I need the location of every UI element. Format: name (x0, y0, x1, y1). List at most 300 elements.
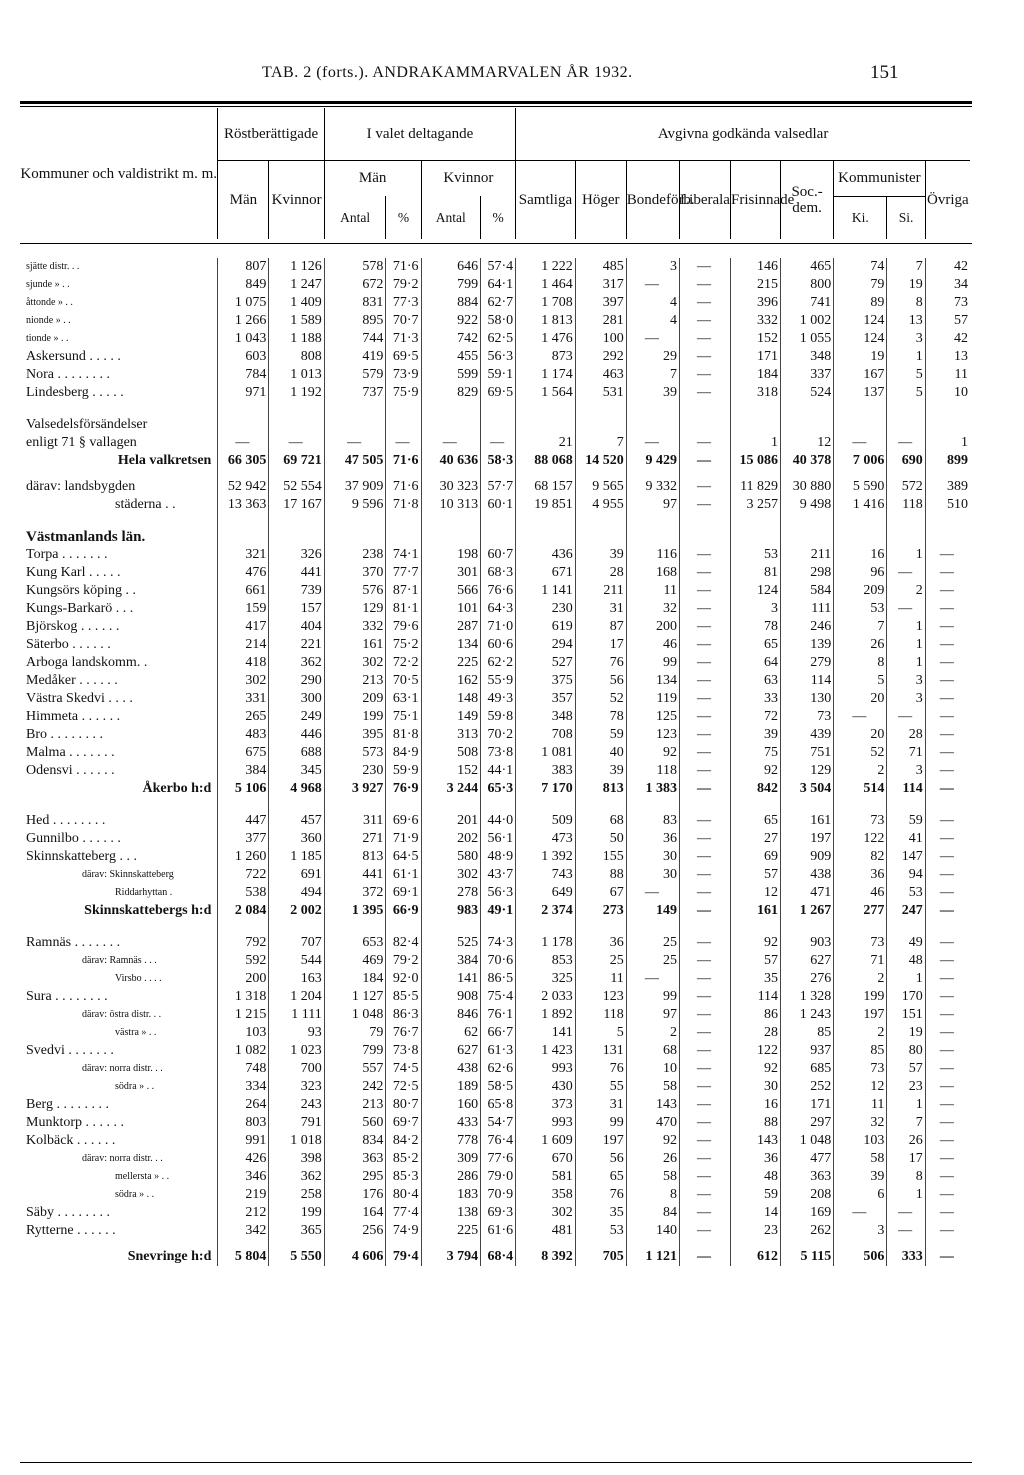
spacer-cell (20, 920, 218, 934)
value-cell: 4 968 (269, 780, 324, 798)
value-cell: 58·5 (481, 1078, 516, 1096)
value-cell: — (679, 1222, 730, 1240)
value-cell: 71·3 (386, 330, 421, 348)
value-cell: 72·5 (386, 1078, 421, 1096)
table-row (20, 1006, 970, 1024)
spacer-cell (481, 798, 516, 812)
table-row (20, 478, 970, 496)
value-cell: 89 (834, 294, 887, 312)
row-label: Berg . . . . . . . . (26, 1097, 109, 1112)
value-cell: 1 013 (269, 366, 324, 384)
value-cell: 65·8 (481, 1096, 516, 1114)
value-cell: 5 804 (218, 1248, 269, 1266)
value-cell: 64 (731, 654, 781, 672)
value-cell: 829 (421, 384, 481, 402)
value-cell: 11 (834, 1096, 887, 1114)
value-cell: 473 (516, 830, 576, 848)
value-cell: 846 (421, 1006, 481, 1024)
value-cell: 10 313 (421, 496, 481, 514)
table-row (20, 582, 970, 600)
value-cell (925, 416, 970, 434)
col-pct2: % (481, 196, 516, 239)
value-cell: 79·0 (481, 1168, 516, 1186)
value-cell: 599 (421, 366, 481, 384)
value-cell: 1 185 (269, 848, 324, 866)
value-cell: 219 (218, 1186, 269, 1204)
spacer-cell (269, 470, 324, 478)
value-cell: — (925, 830, 970, 848)
value-cell: 49·1 (481, 902, 516, 920)
value-cell: 30 880 (781, 478, 834, 496)
value-cell (324, 416, 386, 434)
value-cell: 566 (421, 582, 481, 600)
value-cell: 3 (887, 690, 925, 708)
value-cell: 82·4 (386, 934, 421, 952)
col-kommuner: Kommuner och valdistrikt m. m. (20, 165, 217, 182)
value-cell: 7 170 (516, 780, 576, 798)
row-label: därav: Skinnskatteberg (82, 869, 174, 880)
value-cell: — (925, 564, 970, 582)
value-cell: 3 244 (421, 780, 481, 798)
value-cell: 71 (887, 744, 925, 762)
value-cell: 685 (781, 1060, 834, 1078)
value-cell: 9 498 (781, 496, 834, 514)
value-cell: — (887, 1204, 925, 1222)
value-cell: — (679, 546, 730, 564)
value-cell: 707 (269, 934, 324, 952)
value-cell: 1 813 (516, 312, 576, 330)
value-cell: — (925, 600, 970, 618)
value-cell: 138 (421, 1204, 481, 1222)
value-cell: — (925, 672, 970, 690)
value-cell: 199 (834, 988, 887, 1006)
value-cell: 26 (887, 1132, 925, 1150)
value-cell: 94 (887, 866, 925, 884)
value-cell: 807 (218, 258, 269, 276)
value-cell: 125 (626, 708, 679, 726)
value-cell: 1 (887, 546, 925, 564)
value-cell: 13 363 (218, 496, 269, 514)
value-cell (575, 528, 626, 546)
value-cell: 1 048 (324, 1006, 386, 1024)
value-cell: 66 305 (218, 452, 269, 470)
spacer-cell (269, 798, 324, 812)
value-cell: 363 (324, 1150, 386, 1168)
value-cell: 1 188 (269, 330, 324, 348)
page-number: 151 (870, 62, 899, 83)
value-cell: 578 (324, 258, 386, 276)
value-cell: 114 (887, 780, 925, 798)
value-cell: 264 (218, 1096, 269, 1114)
table-row (20, 1078, 970, 1096)
value-cell: 2 (626, 1024, 679, 1042)
spacer-cell (386, 514, 421, 528)
value-cell: 295 (324, 1168, 386, 1186)
value-cell: 37 909 (324, 478, 386, 496)
value-cell: 741 (781, 294, 834, 312)
value-cell: — (925, 1060, 970, 1078)
value-cell: 39 (575, 546, 626, 564)
value-cell: 134 (421, 636, 481, 654)
value-cell: 42 (925, 330, 970, 348)
value-cell: 302 (516, 1204, 576, 1222)
value-cell: 209 (324, 690, 386, 708)
value-cell: 2 374 (516, 902, 576, 920)
value-cell: — (679, 884, 730, 902)
table-row (20, 1132, 970, 1150)
value-cell: 57·7 (481, 478, 516, 496)
row-label: Hed . . . . . . . . (26, 813, 106, 828)
value-cell: 922 (421, 312, 481, 330)
value-cell: 700 (269, 1060, 324, 1078)
table-row (20, 690, 970, 708)
value-cell: 202 (421, 830, 481, 848)
value-cell: 77·7 (386, 564, 421, 582)
row-label: Odensvi . . . . . . (26, 763, 115, 778)
value-cell: 799 (324, 1042, 386, 1060)
value-cell: 2 002 (269, 902, 324, 920)
value-cell: 39 (626, 384, 679, 402)
value-cell: 78 (731, 618, 781, 636)
value-cell: 31 (575, 1096, 626, 1114)
value-cell: 3 (626, 258, 679, 276)
value-cell: 39 (731, 726, 781, 744)
value-cell: 1 215 (218, 1006, 269, 1024)
value-cell: 68 (575, 812, 626, 830)
value-cell: 362 (269, 654, 324, 672)
value-cell: 12 (731, 884, 781, 902)
table-row (20, 258, 970, 276)
value-cell: 527 (516, 654, 576, 672)
value-cell: 509 (516, 812, 576, 830)
spacer-cell (575, 920, 626, 934)
value-cell: 57 (925, 312, 970, 330)
row-label: Västmanlands län. (26, 529, 146, 545)
value-cell: 53 (887, 884, 925, 902)
value-cell: 302 (218, 672, 269, 690)
value-cell: 73·8 (386, 1042, 421, 1060)
value-cell: 221 (269, 636, 324, 654)
value-cell: 86·5 (481, 970, 516, 988)
table-row (20, 920, 970, 934)
value-cell: 903 (781, 934, 834, 952)
value-cell: — (679, 1096, 730, 1114)
row-label: åttonde » . . (26, 297, 73, 308)
value-cell: 73 (834, 812, 887, 830)
value-cell: 2 (834, 970, 887, 988)
spacer-cell (731, 470, 781, 478)
value-cell: 83 (626, 812, 679, 830)
value-cell: 59·1 (481, 366, 516, 384)
value-cell: 13 (887, 312, 925, 330)
value-cell: 149 (421, 708, 481, 726)
value-cell: 465 (781, 258, 834, 276)
value-cell (781, 528, 834, 546)
value-cell: 784 (218, 366, 269, 384)
value-cell: 19 851 (516, 496, 576, 514)
value-cell: 525 (421, 934, 481, 952)
value-cell: 76 (575, 654, 626, 672)
value-cell: 55 (575, 1078, 626, 1096)
value-cell: 671 (516, 564, 576, 582)
value-cell: 151 (887, 1006, 925, 1024)
row-label: därav: Ramnäs . . . (82, 955, 157, 966)
spacer-cell (386, 1240, 421, 1248)
value-cell: 395 (324, 726, 386, 744)
value-cell: 76·7 (386, 1024, 421, 1042)
value-cell: 5 (834, 672, 887, 690)
value-cell (269, 528, 324, 546)
value-cell (679, 416, 730, 434)
value-cell: 163 (269, 970, 324, 988)
value-cell (218, 528, 269, 546)
spacer-cell (516, 402, 576, 416)
value-cell: 377 (218, 830, 269, 848)
spacer-cell (781, 470, 834, 478)
spacer-cell (324, 402, 386, 416)
col-i-valet: I valet deltagande (324, 108, 515, 160)
value-cell: 80 (887, 1042, 925, 1060)
value-cell: 85 (834, 1042, 887, 1060)
spacer-cell (20, 470, 218, 478)
value-cell: 42 (925, 258, 970, 276)
value-cell: 46 (834, 884, 887, 902)
row-label: Ramnäs . . . . . . . (26, 935, 121, 950)
value-cell: — (679, 478, 730, 496)
value-cell: 20 (834, 690, 887, 708)
value-cell: 73 (781, 708, 834, 726)
col-avgivna: Avgivna godkända valsedlar (516, 108, 970, 160)
value-cell: 59 (731, 1186, 781, 1204)
value-cell: 397 (575, 294, 626, 312)
value-cell: 384 (421, 952, 481, 970)
value-cell: 14 (731, 1204, 781, 1222)
table-row (20, 1222, 970, 1240)
value-cell: 332 (731, 312, 781, 330)
table-row (20, 546, 970, 564)
value-cell: 1 423 (516, 1042, 576, 1060)
value-cell: 323 (269, 1078, 324, 1096)
value-cell: 70·2 (481, 726, 516, 744)
value-cell: 2 (834, 762, 887, 780)
value-cell: — (679, 1006, 730, 1024)
value-cell: 71 (834, 952, 887, 970)
value-cell: 63 (731, 672, 781, 690)
value-cell: 97 (626, 496, 679, 514)
value-cell: 16 (731, 1096, 781, 1114)
value-cell: 256 (324, 1222, 386, 1240)
value-cell: 1 (887, 1186, 925, 1204)
value-cell: 74·9 (386, 1222, 421, 1240)
value-cell: 1 (887, 636, 925, 654)
value-cell: 148 (421, 690, 481, 708)
value-cell: 538 (218, 884, 269, 902)
value-cell: 653 (324, 934, 386, 952)
value-cell: 508 (421, 744, 481, 762)
value-cell: 122 (834, 830, 887, 848)
row-label: Björskog . . . . . . (26, 619, 120, 634)
row-label: Västra Skedvi . . . . (26, 691, 133, 706)
value-cell: 140 (626, 1222, 679, 1240)
value-cell: 10 (925, 384, 970, 402)
row-label: därav: norra distr. . . (82, 1153, 163, 1164)
value-cell: 372 (324, 884, 386, 902)
value-cell (834, 416, 887, 434)
value-cell: 348 (516, 708, 576, 726)
value-cell: — (679, 902, 730, 920)
value-cell: 71·9 (386, 830, 421, 848)
value-cell: 208 (781, 1186, 834, 1204)
value-cell: 457 (269, 812, 324, 830)
value-cell: 46 (626, 636, 679, 654)
value-cell: — (626, 276, 679, 294)
value-cell: 176 (324, 1186, 386, 1204)
value-cell: 853 (516, 952, 576, 970)
value-cell: 17 (887, 1150, 925, 1168)
value-cell: — (679, 1204, 730, 1222)
value-cell: 345 (269, 762, 324, 780)
value-cell: — (481, 434, 516, 452)
value-cell: 114 (731, 988, 781, 1006)
value-cell: 75·1 (386, 708, 421, 726)
value-cell: — (925, 1114, 970, 1132)
value-cell: 137 (834, 384, 887, 402)
value-cell: 209 (834, 582, 887, 600)
value-cell (731, 416, 781, 434)
value-cell: 48 (731, 1168, 781, 1186)
value-cell: 124 (834, 312, 887, 330)
value-cell: 1 121 (626, 1248, 679, 1266)
value-cell: 103 (834, 1132, 887, 1150)
value-cell: 2 (834, 1024, 887, 1042)
value-cell: 64·3 (481, 600, 516, 618)
value-cell: 92 (626, 1132, 679, 1150)
value-cell: 3 257 (731, 496, 781, 514)
row-label: Valsedelsförsändelser (26, 417, 148, 432)
value-cell: 119 (626, 690, 679, 708)
value-cell: 510 (925, 496, 970, 514)
spacer-cell (324, 470, 386, 478)
table-row (20, 1042, 970, 1060)
value-cell: 271 (324, 830, 386, 848)
table-row (20, 470, 970, 478)
value-cell: 4 606 (324, 1248, 386, 1266)
value-cell: 592 (218, 952, 269, 970)
value-cell: — (925, 970, 970, 988)
value-cell: 122 (731, 1042, 781, 1060)
spacer-cell (481, 920, 516, 934)
value-cell: 470 (626, 1114, 679, 1132)
value-cell: — (679, 1060, 730, 1078)
value-cell: 56 (575, 1150, 626, 1168)
value-cell: — (925, 618, 970, 636)
value-cell: 778 (421, 1132, 481, 1150)
value-cell: 8 (887, 294, 925, 312)
value-cell: 1 (887, 348, 925, 366)
value-cell: 53 (834, 600, 887, 618)
col-bondeforb: Bondeförb. (626, 160, 679, 239)
spacer-cell (575, 798, 626, 812)
value-cell: 1 (887, 970, 925, 988)
value-cell: — (679, 258, 730, 276)
value-cell: 56·1 (481, 830, 516, 848)
value-cell: — (679, 496, 730, 514)
value-cell: 1 (887, 654, 925, 672)
value-cell: 441 (324, 866, 386, 884)
value-cell: 1 409 (269, 294, 324, 312)
value-cell: — (679, 312, 730, 330)
value-cell: 170 (887, 988, 925, 1006)
value-cell: 62·7 (481, 294, 516, 312)
row-label: Medåker . . . . . . (26, 673, 118, 688)
value-cell: 61·1 (386, 866, 421, 884)
value-cell: 584 (781, 582, 834, 600)
value-cell: 79·2 (386, 952, 421, 970)
value-cell: 52 942 (218, 478, 269, 496)
value-cell: 211 (781, 546, 834, 564)
value-cell: 514 (834, 780, 887, 798)
col-rostberattigade: Röstberättigade (218, 108, 324, 160)
value-cell: 36 (626, 830, 679, 848)
value-cell: 99 (626, 988, 679, 1006)
value-cell: 7 (626, 366, 679, 384)
value-cell: 1 055 (781, 330, 834, 348)
spacer-cell (731, 514, 781, 528)
value-cell: — (925, 1024, 970, 1042)
value-cell: 2 084 (218, 902, 269, 920)
value-cell: 649 (516, 884, 576, 902)
value-cell: 398 (269, 1150, 324, 1168)
value-cell: 73·8 (481, 744, 516, 762)
value-cell: — (324, 434, 386, 452)
table-row (20, 726, 970, 744)
value-cell: 189 (421, 1078, 481, 1096)
value-cell: 152 (731, 330, 781, 348)
value-cell: 78 (575, 708, 626, 726)
value-cell: 147 (887, 848, 925, 866)
value-cell: 23 (887, 1078, 925, 1096)
value-cell: 97 (626, 1006, 679, 1024)
value-cell: 84·9 (386, 744, 421, 762)
value-cell: 439 (781, 726, 834, 744)
spacer-cell (20, 1240, 218, 1248)
value-cell: 146 (731, 258, 781, 276)
value-cell: 57·4 (481, 258, 516, 276)
value-cell: 331 (218, 690, 269, 708)
value-cell: 17 167 (269, 496, 324, 514)
value-cell: 87 (575, 618, 626, 636)
value-cell: — (679, 366, 730, 384)
value-cell: 197 (834, 1006, 887, 1024)
value-cell: 103 (218, 1024, 269, 1042)
value-cell: 433 (421, 1114, 481, 1132)
table-row (20, 1168, 970, 1186)
value-cell: 792 (218, 934, 269, 952)
spacer-cell (386, 920, 421, 934)
value-cell: 262 (781, 1222, 834, 1240)
row-label: Kolbäck . . . . . . (26, 1133, 116, 1148)
table-row (20, 564, 970, 582)
spacer-cell (626, 920, 679, 934)
value-cell: 55·9 (481, 672, 516, 690)
value-cell: — (925, 654, 970, 672)
spacer-cell (218, 1240, 269, 1248)
spacer-cell (575, 514, 626, 528)
value-cell: 141 (516, 1024, 576, 1042)
value-cell: 258 (269, 1186, 324, 1204)
value-cell: 39 (575, 762, 626, 780)
value-cell: 79 (834, 276, 887, 294)
